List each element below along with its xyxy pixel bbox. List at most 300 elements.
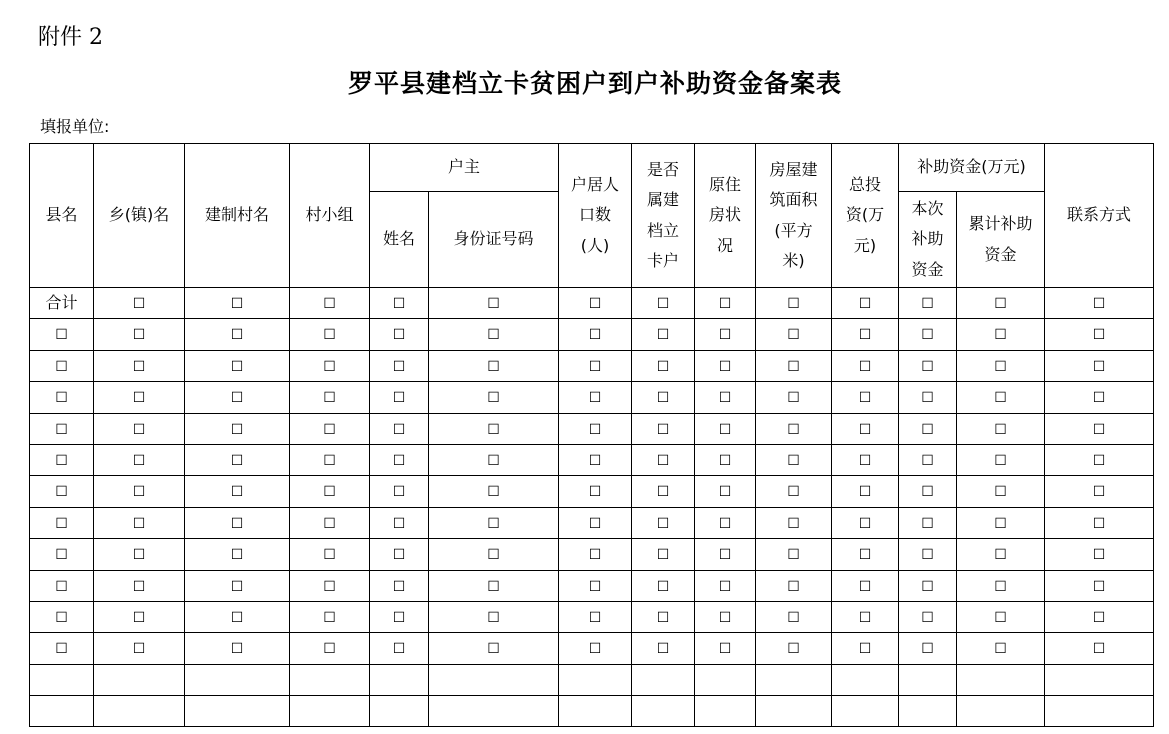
empty-box-placeholder: ☐ [230, 641, 244, 658]
empty-box-placeholder: ☐ [1092, 390, 1106, 407]
header-village: 建制村名 [185, 144, 290, 288]
table-cell [94, 633, 185, 664]
header-id-number: 身份证号码 [429, 192, 559, 288]
table-cell [756, 288, 832, 319]
empty-box-placeholder: ☐ [656, 421, 670, 438]
table-cell [832, 695, 899, 726]
empty-box-placeholder: ☐ [392, 327, 406, 344]
table-cell [429, 288, 559, 319]
table-cell [832, 288, 899, 319]
empty-box-placeholder: ☐ [392, 296, 406, 312]
empty-box-placeholder: ☐ [487, 452, 500, 469]
table-cell [185, 413, 290, 444]
empty-box-placeholder: ☐ [718, 358, 732, 375]
table-cell [756, 413, 832, 444]
empty-box-placeholder: ☐ [132, 296, 146, 312]
table-cell [832, 601, 899, 632]
table-cell [1045, 507, 1154, 538]
empty-box-placeholder: ☐ [858, 578, 872, 595]
table-cell [1045, 350, 1154, 381]
empty-box-placeholder: ☐ [55, 421, 68, 438]
empty-box-placeholder: ☐ [1092, 578, 1106, 595]
table-cell [1045, 444, 1154, 475]
empty-box-placeholder: ☐ [487, 296, 500, 312]
table-cell [559, 444, 632, 475]
empty-box-placeholder: ☐ [487, 641, 500, 658]
empty-box-placeholder: ☐ [323, 296, 336, 312]
table-cell [290, 444, 370, 475]
empty-box-placeholder: ☐ [487, 484, 500, 501]
table-cell [832, 633, 899, 664]
table-cell [1045, 570, 1154, 601]
empty-box-placeholder: ☐ [656, 641, 670, 658]
empty-box-placeholder: ☐ [588, 578, 602, 595]
empty-box-placeholder: ☐ [656, 452, 670, 469]
empty-box-placeholder: ☐ [858, 296, 872, 312]
page-title: 罗平县建档立卡贫困户到户补助资金备案表 [347, 69, 842, 98]
table-cell [832, 413, 899, 444]
table-cell [185, 664, 290, 695]
header-housing-text: 原住房状况 [709, 174, 742, 255]
table-cell [695, 288, 756, 319]
empty-box-placeholder: ☐ [55, 358, 68, 375]
table-cell [899, 350, 957, 381]
empty-box-placeholder: ☐ [656, 515, 670, 532]
table-cell [632, 664, 695, 695]
empty-box-placeholder: ☐ [718, 641, 732, 658]
empty-box-placeholder: ☐ [656, 390, 670, 407]
empty-box-placeholder: ☐ [132, 609, 146, 626]
table-cell [1045, 413, 1154, 444]
table-cell [290, 664, 370, 695]
table-cell [1045, 664, 1154, 695]
table-cell [899, 382, 957, 413]
table-row [30, 570, 1154, 601]
table-cell [756, 633, 832, 664]
empty-box-placeholder: ☐ [787, 484, 800, 501]
empty-box-placeholder: ☐ [718, 578, 732, 595]
empty-box-placeholder: ☐ [55, 578, 68, 595]
empty-box-placeholder: ☐ [230, 390, 244, 407]
empty-box-placeholder: ☐ [132, 358, 146, 375]
table-cell [30, 539, 94, 570]
table-cell [695, 570, 756, 601]
subsidy-record-table [29, 143, 1154, 727]
table-cell [290, 350, 370, 381]
empty-box-placeholder: ☐ [323, 484, 336, 501]
table-cell [94, 539, 185, 570]
table-cell [756, 695, 832, 726]
empty-box-placeholder: ☐ [921, 547, 934, 564]
table-cell [30, 507, 94, 538]
table-cell [429, 695, 559, 726]
table-cell [695, 695, 756, 726]
empty-box-placeholder: ☐ [588, 390, 602, 407]
table-cell [957, 444, 1045, 475]
table-row [30, 382, 1154, 413]
table-cell [957, 664, 1045, 695]
table-cell [695, 601, 756, 632]
empty-box-placeholder: ☐ [392, 484, 406, 501]
empty-box-placeholder: ☐ [323, 547, 336, 564]
table-cell [94, 350, 185, 381]
table-cell [185, 288, 290, 319]
table-cell [559, 633, 632, 664]
table-cell [185, 633, 290, 664]
table-cell [429, 633, 559, 664]
table-cell [94, 601, 185, 632]
empty-box-placeholder: ☐ [1092, 327, 1106, 344]
table-cell [899, 633, 957, 664]
header-name: 姓名 [370, 192, 429, 288]
table-cell [370, 601, 429, 632]
empty-box-placeholder: ☐ [656, 609, 670, 626]
table-cell [185, 570, 290, 601]
table-cell [957, 539, 1045, 570]
empty-box-placeholder: ☐ [588, 421, 602, 438]
table-cell [370, 444, 429, 475]
header-area-text: 房屋建筑面积(平方米) [769, 159, 818, 270]
empty-box-placeholder: ☐ [858, 484, 872, 501]
table-cell [632, 444, 695, 475]
table-cell [30, 382, 94, 413]
empty-box-placeholder: ☐ [588, 515, 602, 532]
table-cell [290, 476, 370, 507]
table-cell [695, 476, 756, 507]
table-cell [370, 413, 429, 444]
header-area [756, 144, 832, 288]
table-cell [695, 507, 756, 538]
header-investment-text: 总投资(万元) [845, 174, 885, 255]
empty-box-placeholder: ☐ [487, 609, 500, 626]
table-cell [559, 601, 632, 632]
empty-box-placeholder: ☐ [787, 421, 800, 438]
table-cell [290, 382, 370, 413]
table-row [30, 413, 1154, 444]
attachment-label: 附件 2 [38, 25, 103, 50]
table-cell [632, 350, 695, 381]
table-cell [756, 507, 832, 538]
table-cell [957, 476, 1045, 507]
table-cell [899, 601, 957, 632]
empty-box-placeholder: ☐ [921, 452, 934, 469]
table-cell [290, 539, 370, 570]
table-cell [957, 570, 1045, 601]
empty-box-placeholder: ☐ [230, 547, 244, 564]
table-cell [185, 319, 290, 350]
table-cell [632, 695, 695, 726]
table-cell [94, 664, 185, 695]
empty-box-placeholder: ☐ [588, 547, 602, 564]
header-group: 村小组 [290, 144, 370, 288]
empty-box-placeholder: ☐ [718, 296, 732, 312]
table-cell [957, 382, 1045, 413]
table-row-blank [30, 695, 1154, 726]
table-cell [957, 319, 1045, 350]
table-cell [30, 664, 94, 695]
header-this-subsidy [899, 192, 957, 288]
table-cell [94, 476, 185, 507]
table-cell [632, 507, 695, 538]
header-registered [632, 144, 695, 288]
header-county: 县名 [30, 144, 94, 288]
empty-box-placeholder: ☐ [323, 327, 336, 344]
table-row [30, 319, 1154, 350]
empty-box-placeholder: ☐ [487, 390, 500, 407]
table-cell [756, 570, 832, 601]
empty-box-placeholder: ☐ [858, 358, 872, 375]
empty-box-placeholder: ☐ [323, 421, 336, 438]
empty-box-placeholder: ☐ [994, 578, 1007, 595]
empty-box-placeholder: ☐ [656, 484, 670, 501]
header-housing [695, 144, 756, 288]
empty-box-placeholder: ☐ [588, 296, 602, 312]
table-cell [94, 288, 185, 319]
header-subsidy: 补助资金(万元) [899, 144, 1045, 192]
empty-box-placeholder: ☐ [323, 358, 336, 375]
table-cell [370, 382, 429, 413]
table-cell [559, 507, 632, 538]
header-town: 乡(镇)名 [94, 144, 185, 288]
empty-box-placeholder: ☐ [921, 515, 934, 532]
table-cell [756, 601, 832, 632]
table-row [30, 633, 1154, 664]
table-cell [185, 601, 290, 632]
table-cell [559, 570, 632, 601]
table-cell [756, 476, 832, 507]
table-cell [632, 476, 695, 507]
table-cell [370, 288, 429, 319]
empty-box-placeholder: ☐ [55, 327, 68, 344]
table-cell [290, 601, 370, 632]
empty-box-placeholder: ☐ [994, 641, 1007, 658]
empty-box-placeholder: ☐ [132, 452, 146, 469]
table-row [30, 601, 1154, 632]
empty-box-placeholder: ☐ [994, 484, 1007, 501]
table-cell [30, 601, 94, 632]
empty-box-placeholder: ☐ [230, 452, 244, 469]
empty-box-placeholder: ☐ [994, 390, 1007, 407]
empty-box-placeholder: ☐ [858, 327, 872, 344]
table-cell [94, 507, 185, 538]
table-cell [94, 382, 185, 413]
empty-box-placeholder: ☐ [718, 327, 732, 344]
empty-box-placeholder: ☐ [487, 327, 500, 344]
table-cell [832, 507, 899, 538]
header-total-subsidy [957, 192, 1045, 288]
table-cell [30, 350, 94, 381]
table-cell [30, 413, 94, 444]
table-cell [370, 507, 429, 538]
empty-box-placeholder: ☐ [1092, 452, 1106, 469]
table-cell [832, 350, 899, 381]
empty-box-placeholder: ☐ [718, 390, 732, 407]
table-cell [632, 570, 695, 601]
empty-box-placeholder: ☐ [588, 484, 602, 501]
table-cell [559, 319, 632, 350]
empty-box-placeholder: ☐ [487, 358, 500, 375]
empty-box-placeholder: ☐ [132, 484, 146, 501]
empty-box-placeholder: ☐ [994, 358, 1007, 375]
table-cell [899, 507, 957, 538]
table-cell [429, 539, 559, 570]
table-cell [290, 319, 370, 350]
table-cell [957, 507, 1045, 538]
empty-box-placeholder: ☐ [994, 609, 1007, 626]
empty-box-placeholder: ☐ [787, 609, 800, 626]
empty-box-placeholder: ☐ [392, 609, 406, 626]
table-cell [559, 695, 632, 726]
table-cell [94, 413, 185, 444]
empty-box-placeholder: ☐ [718, 515, 732, 532]
table-cell [94, 444, 185, 475]
empty-box-placeholder: ☐ [230, 609, 244, 626]
empty-box-placeholder: ☐ [588, 641, 602, 658]
table-cell [94, 570, 185, 601]
table-cell [559, 413, 632, 444]
empty-box-placeholder: ☐ [1092, 641, 1106, 658]
table-cell [756, 444, 832, 475]
empty-box-placeholder: ☐ [858, 547, 872, 564]
empty-box-placeholder: ☐ [921, 609, 934, 626]
table-cell [559, 664, 632, 695]
empty-box-placeholder: ☐ [858, 421, 872, 438]
empty-box-placeholder: ☐ [323, 390, 336, 407]
empty-box-placeholder: ☐ [132, 641, 146, 658]
table-cell: 合计 [30, 288, 94, 319]
table-cell [957, 695, 1045, 726]
empty-box-placeholder: ☐ [921, 390, 934, 407]
table-cell [632, 288, 695, 319]
table-cell [30, 319, 94, 350]
empty-box-placeholder: ☐ [921, 296, 934, 312]
empty-box-placeholder: ☐ [787, 358, 800, 375]
empty-box-placeholder: ☐ [392, 390, 406, 407]
table-cell [370, 570, 429, 601]
empty-box-placeholder: ☐ [230, 515, 244, 532]
empty-box-placeholder: ☐ [487, 578, 500, 595]
table-cell [370, 633, 429, 664]
empty-box-placeholder: ☐ [132, 578, 146, 595]
table-cell [632, 601, 695, 632]
table-cell [185, 539, 290, 570]
empty-box-placeholder: ☐ [718, 421, 732, 438]
table-cell [957, 350, 1045, 381]
empty-box-placeholder: ☐ [230, 358, 244, 375]
table-cell [185, 350, 290, 381]
empty-box-placeholder: ☐ [55, 390, 68, 407]
table-cell [1045, 601, 1154, 632]
empty-box-placeholder: ☐ [921, 421, 934, 438]
table-cell [957, 288, 1045, 319]
empty-box-placeholder: ☐ [994, 421, 1007, 438]
table-cell [632, 633, 695, 664]
table-cell [756, 664, 832, 695]
table-cell [185, 476, 290, 507]
empty-box-placeholder: ☐ [1092, 515, 1106, 532]
table-cell [632, 539, 695, 570]
table-row [30, 539, 1154, 570]
empty-box-placeholder: ☐ [487, 515, 500, 532]
empty-box-placeholder: ☐ [132, 515, 146, 532]
header-registered-text: 是否属建档立卡户 [647, 159, 680, 270]
empty-box-placeholder: ☐ [55, 547, 68, 564]
table-cell [30, 695, 94, 726]
table-cell [899, 664, 957, 695]
empty-box-placeholder: ☐ [1092, 421, 1106, 438]
table-cell [94, 695, 185, 726]
empty-box-placeholder: ☐ [392, 578, 406, 595]
empty-box-placeholder: ☐ [1092, 484, 1106, 501]
empty-box-placeholder: ☐ [132, 390, 146, 407]
empty-box-placeholder: ☐ [994, 547, 1007, 564]
table-cell [429, 476, 559, 507]
empty-box-placeholder: ☐ [656, 578, 670, 595]
table-cell [1045, 633, 1154, 664]
table-cell [695, 319, 756, 350]
table-cell [370, 319, 429, 350]
table-cell [429, 570, 559, 601]
table-cell [290, 413, 370, 444]
table-cell [899, 319, 957, 350]
empty-box-placeholder: ☐ [656, 358, 670, 375]
table-cell [695, 382, 756, 413]
table-cell [957, 601, 1045, 632]
table-cell [370, 664, 429, 695]
table-cell [695, 350, 756, 381]
header-this-subsidy-text: 本次补助资金 [911, 198, 944, 279]
table-cell [957, 413, 1045, 444]
empty-box-placeholder: ☐ [1092, 358, 1106, 375]
table-cell [1045, 382, 1154, 413]
table-cell [429, 382, 559, 413]
table-cell [899, 288, 957, 319]
table-cell [832, 476, 899, 507]
header-total-subsidy-text: 累计补助资金 [968, 214, 1033, 264]
table-cell [899, 570, 957, 601]
empty-box-placeholder: ☐ [588, 452, 602, 469]
empty-box-placeholder: ☐ [656, 547, 670, 564]
table-cell [559, 288, 632, 319]
empty-box-placeholder: ☐ [55, 641, 68, 658]
empty-box-placeholder: ☐ [921, 641, 934, 658]
table-cell [185, 507, 290, 538]
empty-box-placeholder: ☐ [230, 296, 244, 312]
empty-box-placeholder: ☐ [55, 515, 68, 532]
empty-box-placeholder: ☐ [392, 641, 406, 658]
fill-unit-label: 填报单位: [40, 117, 110, 136]
header-investment [832, 144, 899, 288]
table-cell [1045, 539, 1154, 570]
empty-box-placeholder: ☐ [588, 609, 602, 626]
empty-box-placeholder: ☐ [858, 452, 872, 469]
table-cell [30, 570, 94, 601]
table-cell [30, 633, 94, 664]
table-cell [370, 695, 429, 726]
empty-box-placeholder: ☐ [132, 327, 146, 344]
empty-box-placeholder: ☐ [858, 390, 872, 407]
empty-box-placeholder: ☐ [392, 358, 406, 375]
table-cell [429, 507, 559, 538]
table-cell [832, 539, 899, 570]
table-cell [429, 444, 559, 475]
table-cell [832, 444, 899, 475]
empty-box-placeholder: ☐ [1092, 296, 1106, 312]
header-householder: 户主 [370, 144, 559, 192]
table-cell [632, 319, 695, 350]
empty-box-placeholder: ☐ [718, 609, 732, 626]
table-body [30, 288, 1154, 727]
